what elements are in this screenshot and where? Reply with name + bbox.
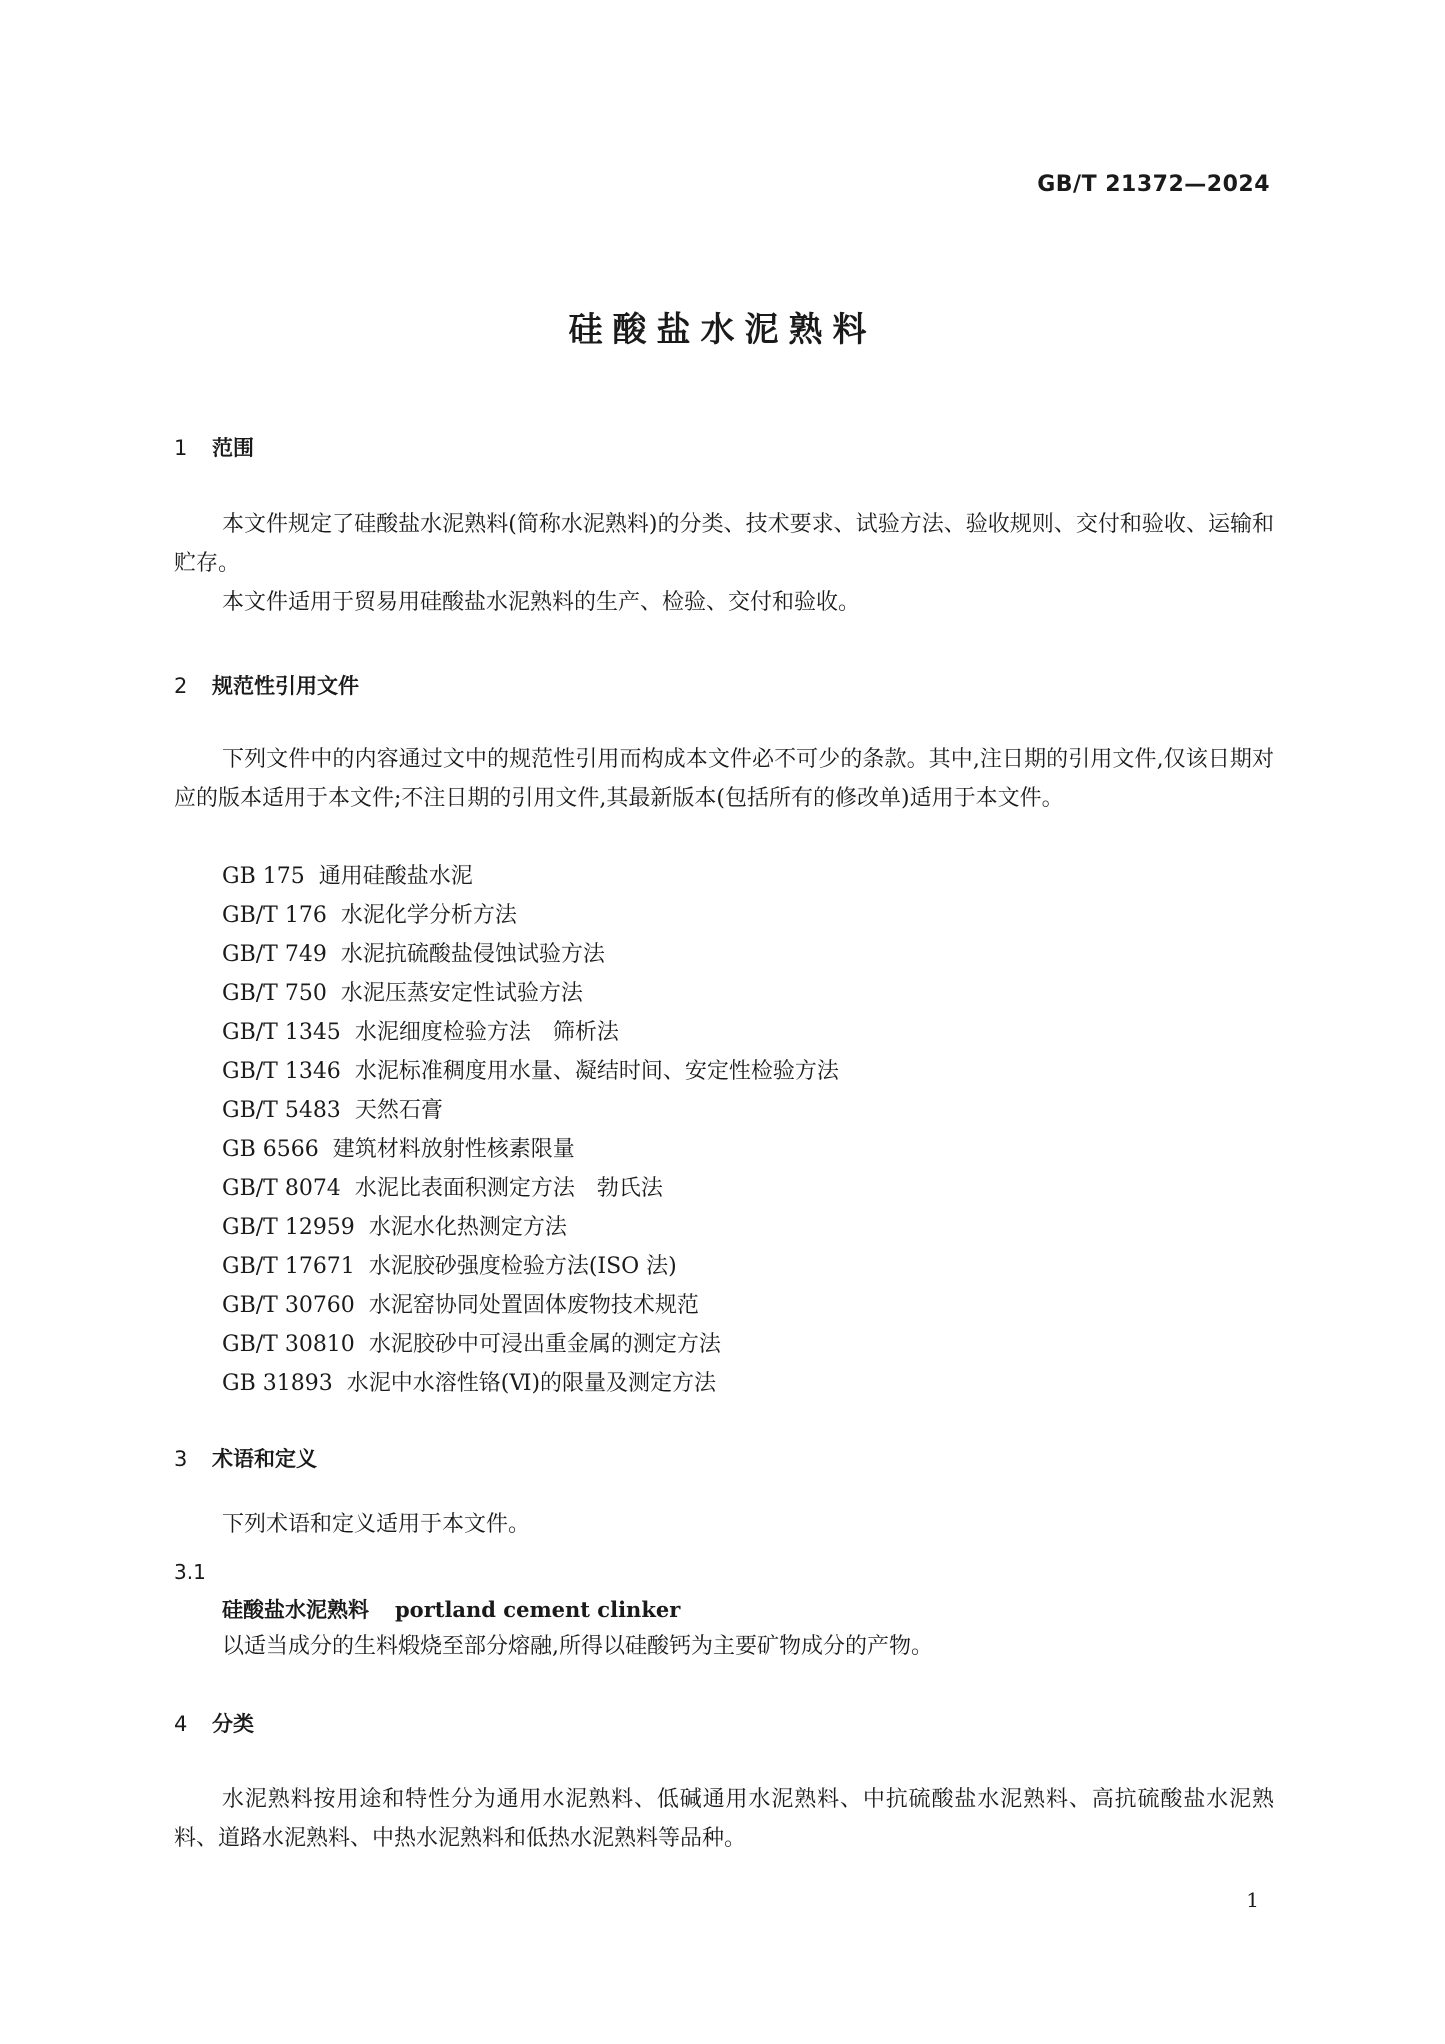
- page-number: 1: [1246, 1888, 1259, 1912]
- section-2-intro: 下列文件中的内容通过文中的规范性引用而构成本文件必不可少的条款。其中,注日期的引用文件,仅该日期对应的版本适用于本文件;不注日期的引用文件,其最新版本(包括所有的修改单)适用于本文件。: [174, 747, 1274, 811]
- reference-item: GB/T 750 水泥压蒸安定性试验方法: [222, 981, 583, 1006]
- reference-item: GB 175 通用硅酸盐水泥: [222, 864, 473, 889]
- section-title: 分类: [212, 1712, 254, 1736]
- reference-item: GB/T 176 水泥化学分析方法: [222, 903, 517, 928]
- reference-item: GB/T 5483 天然石膏: [222, 1098, 443, 1123]
- reference-item: GB/T 1346 水泥标准稠度用水量、凝结时间、安定性检验方法: [222, 1059, 839, 1084]
- section-title: 术语和定义: [212, 1447, 317, 1471]
- term-definition: 以适当成分的生料煅烧至部分熔融,所得以硅酸钙为主要矿物成分的产物。: [222, 1634, 933, 1659]
- reference-item: GB 6566 建筑材料放射性核素限量: [222, 1137, 575, 1162]
- section-2-heading: [174, 670, 359, 700]
- section-1-heading: [174, 432, 254, 462]
- section-number: 4: [174, 1712, 188, 1736]
- section-4-heading: [174, 1708, 254, 1738]
- section-4-paragraph: 水泥熟料按用途和特性分为通用水泥熟料、低碱通用水泥熟料、中抗硫酸盐水泥熟料、高抗硫酸盐水泥熟料、道路水泥熟料、中热水泥熟料和低热水泥熟料等品种。: [174, 1787, 1274, 1851]
- section-number: 1: [174, 436, 188, 460]
- term-entry: [222, 1594, 680, 1624]
- term-number: 3.1: [174, 1560, 206, 1584]
- reference-item: GB/T 1345 水泥细度检验方法 筛析法: [222, 1020, 619, 1045]
- normative-references-list: [222, 857, 839, 1403]
- section-1-paragraph-1: 本文件规定了硅酸盐水泥熟料(简称水泥熟料)的分类、技术要求、试验方法、验收规则、交付和验收、运输和贮存。: [174, 512, 1274, 576]
- section-1-paragraph-2: 本文件适用于贸易用硅酸盐水泥熟料的生产、检验、交付和验收。: [222, 590, 861, 615]
- reference-item: GB 31893 水泥中水溶性铬(Ⅵ)的限量及测定方法: [222, 1371, 717, 1396]
- term-english: portland cement clinker: [395, 1597, 681, 1622]
- reference-item: GB/T 12959 水泥水化热测定方法: [222, 1215, 567, 1240]
- document-title: 硅酸盐水泥熟料: [568, 310, 877, 350]
- section-3-heading: [174, 1443, 317, 1473]
- reference-item: GB/T 30810 水泥胶砂中可浸出重金属的测定方法: [222, 1332, 721, 1357]
- section-3-intro: 下列术语和定义适用于本文件。: [222, 1512, 531, 1537]
- term-chinese: 硅酸盐水泥熟料: [222, 1598, 369, 1622]
- section-title: 规范性引用文件: [212, 674, 359, 698]
- standard-code: GB/T 21372—2024: [1037, 172, 1270, 197]
- section-number: 2: [174, 674, 188, 698]
- reference-item: GB/T 749 水泥抗硫酸盐侵蚀试验方法: [222, 942, 605, 967]
- reference-item: GB/T 8074 水泥比表面积测定方法 勃氏法: [222, 1176, 663, 1201]
- reference-item: GB/T 30760 水泥窑协同处置固体废物技术规范: [222, 1293, 699, 1318]
- section-title: 范围: [212, 436, 254, 460]
- reference-item: GB/T 17671 水泥胶砂强度检验方法(ISO 法): [222, 1254, 677, 1279]
- section-number: 3: [174, 1447, 188, 1471]
